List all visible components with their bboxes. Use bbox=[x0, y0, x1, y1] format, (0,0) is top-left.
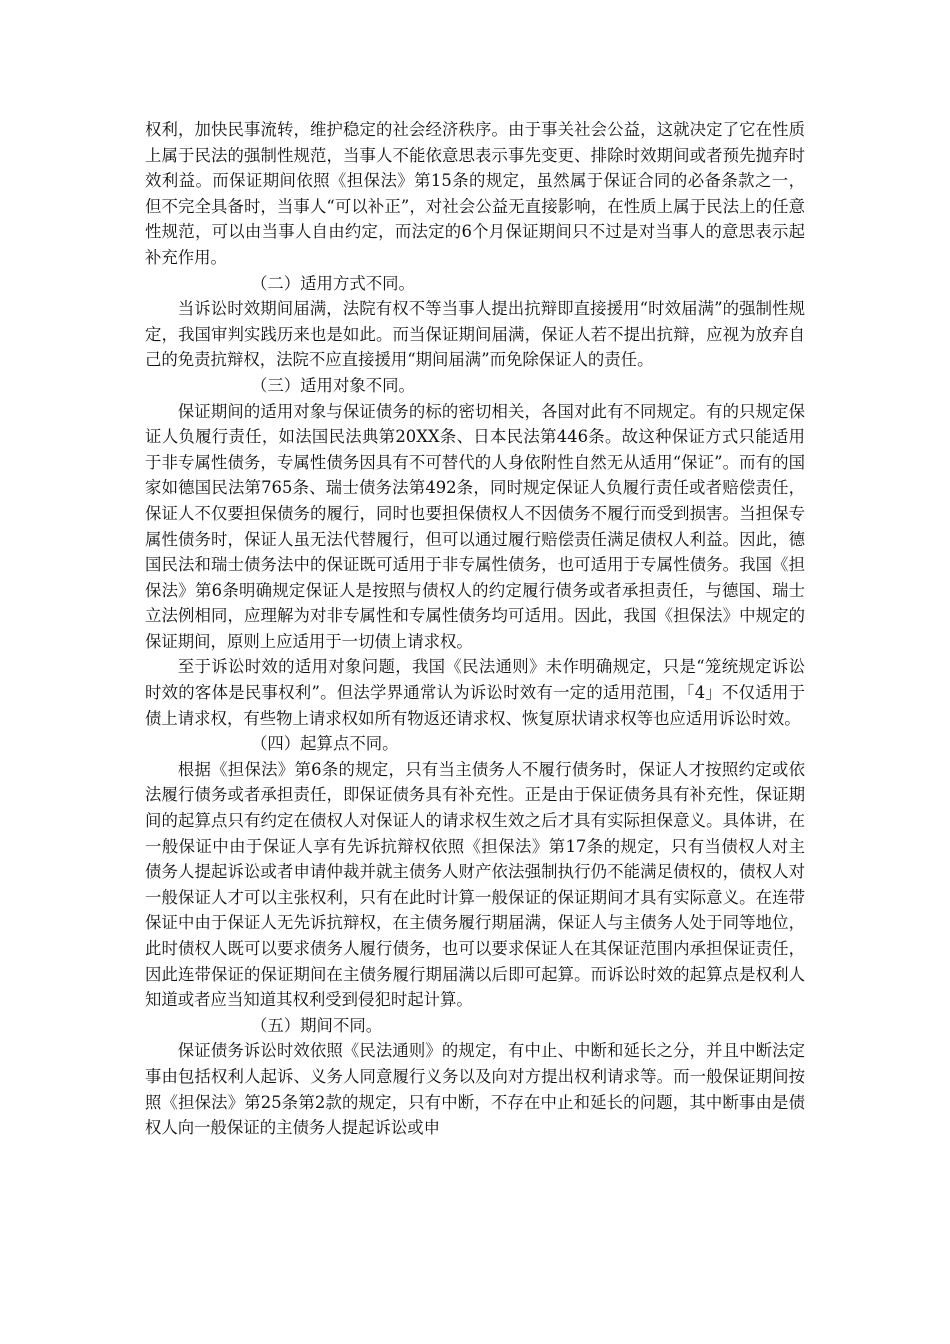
section-heading-period: （五）期间不同。 bbox=[251, 1015, 383, 1035]
paragraph-application-method: 当诉讼时效期间届满，法院有权不等当事人提出抗辩即直接援用“时效届满”的强制性规定，我国审判实践历来也是如此。而当保证期间届满，保证人若不提出抗辩，应视为放弃自己的免责抗辩权，法院不应直接援用“期间届满”而免除保证人的责任。 bbox=[145, 299, 805, 370]
paragraph-application-object-limitation: 至于诉讼时效的适用对象问题，我国《民法通则》未作明确规定，只是“笼统规定诉讼时效的客体是民事权利”。但法学界通常认为诉讼时效有一定的适用范围，「4」不仅适用于债上请求权，有些物上请求权如所有物返还请求权、恢复原状请求权等也应适用诉讼时效。 bbox=[145, 657, 805, 728]
section-heading-application-object: （三）适用对象不同。 bbox=[251, 375, 415, 395]
document-body bbox=[145, 117, 805, 1141]
paragraph-continuation: 权利，加快民事流转，维护稳定的社会经济秩序。由于事关社会公益，这就决定了它在性质上属于民法的强制性规范，当事人不能依意思表示事先变更、排除时效期间或者预先抛弃时效利益。而保证期间依照《担保法》第15条的规定，虽然属于保证合同的必备条款之一，但不完全具备时，当事人“可以补正”，对社会公益无直接影响，在性质上属于民法上的任意性规范，可以由当事人自由约定，而法定的6个月保证期间只不过是对当事人的意思表示起补充作用。 bbox=[145, 120, 805, 267]
section-heading-application-method: （二）适用方式不同。 bbox=[251, 273, 415, 293]
paragraph-starting-point: 根据《担保法》第6条的规定，只有当主债务人不履行债务时，保证人才按照约定或依法履行债务或者承担责任，即保证债务具有补充性。正是由于保证债务具有补充性，保证期间的起算点只有约定在债权人对保证人的请求权生效之后才具有实际担保意义。具体讲，在一般保证中由于保证人享有先诉抗辩权依照《担保法》第17条的规定，只有当债权人对主债务人提起诉讼或者申请仲裁并就主债务人财产依法强制执行仍不能满足债权的，债权人对一般保证人才可以主张权利，只有在此时计算一般保证的保证期间才具有实际意义。在连带保证中由于保证人无先诉抗辩权，在主债务履行期届满，保证人与主债务人处于同等地位，此时债权人既可以要求债务人履行债务，也可以要求保证人在其保证范围内承担保证责任，因此连带保证的保证期间在主债务履行期届满以后即可起算。而诉讼时效的起算点是权利人知道或者应当知道其权利受到侵犯时起计算。 bbox=[145, 759, 805, 1010]
paragraph-period: 保证债务诉讼时效依照《民法通则》的规定，有中止、中断和延长之分，并且中断法定事由包括权利人起诉、义务人同意履行义务以及向对方提出权利请求等。而一般保证期间按照《担保法》第25条第2款的规定，只有中断，不存在中止和延长的问题，其中断事由是债权人向一般保证的主债务人提起诉讼或申 bbox=[145, 1041, 805, 1138]
paragraph-application-object-guarantee: 保证期间的适用对象与保证债务的标的密切相关，各国对此有不同规定。有的只规定保证人负履行责任，如法国民法典第20XX条、日本民法第446条。故这种保证方式只能适用于非专属性债务，专属性债务因具有不可替代的人身依附性自然无从适用“保证”。而有的国家如德国民法第765条、瑞士债务法第492条，同时规定保证人负履行责任或者赔偿责任，保证人不仅要担保债务的履行，同时也要担保债权人不因债务不履行而受到损害。当担保专属性债务时，保证人虽无法代替履行，但可以通过履行赔偿责任满足债权人利益。因此，德国民法和瑞士债务法中的保证既可适用于非专属性债务，也可适用于专属性债务。我国《担保法》第6条明确规定保证人是按照与债权人的约定履行债务或者承担责任，与德国、瑞士立法例相同，应理解为对非专属性和专属性债务均可适用。因此，我国《担保法》中规定的保证期间，原则上应适用于一切债上请求权。 bbox=[145, 401, 805, 651]
section-heading-starting-point: （四）起算点不同。 bbox=[251, 734, 399, 754]
